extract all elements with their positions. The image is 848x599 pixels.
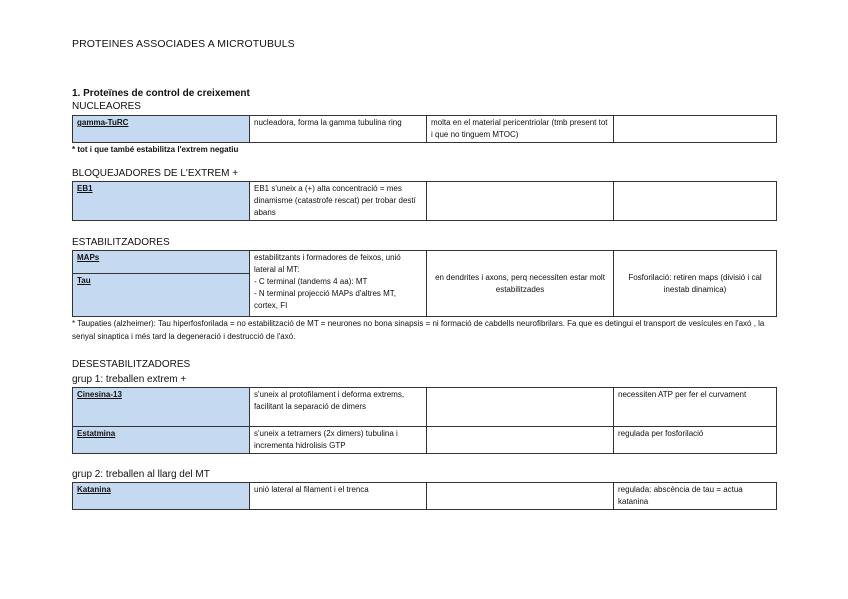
bloquejadores-table — [72, 181, 777, 221]
function-cell: nucleadora, forma la gamma tubulina ring — [250, 116, 427, 143]
protein-name: Estatmina — [77, 429, 116, 438]
function-cell: s'uneix al protofilament i deforma extrems, facilitant la separació de dimers — [250, 388, 427, 427]
nucleadores-note: * tot i que també estabilitza l'extrem negatiu — [72, 145, 239, 154]
function-line: - C terminal (tandems 4 aa): MT — [254, 277, 368, 286]
page-title: PROTEINES ASSOCIADES A MICROTUBULS — [72, 38, 295, 50]
group1-table — [72, 387, 777, 454]
table-row — [73, 483, 777, 510]
table-row — [73, 251, 777, 274]
table-row — [73, 388, 777, 427]
table-row — [73, 116, 777, 143]
protein-name-cell — [73, 116, 250, 143]
protein-name: Tau — [77, 276, 91, 285]
table-row — [73, 182, 777, 221]
location-cell: molta en el material pericentriolar (tmb present tot i que no tinguem MTOC) — [427, 116, 614, 143]
protein-name-cell — [73, 182, 250, 221]
protein-name: EB1 — [77, 184, 93, 193]
function-cell: s'uneix a tetramers (2x dimers) tubulina i incrementa hidrolisis GTP — [250, 427, 427, 454]
function-cell — [250, 251, 427, 317]
protein-name: Katanina — [77, 485, 111, 494]
estabilitzadores-table — [72, 250, 777, 317]
nucleadores-table — [72, 115, 777, 143]
section-heading: 1. Proteïnes de control de creixement — [72, 88, 250, 99]
location-cell — [427, 182, 614, 221]
protein-name-cell — [73, 251, 250, 274]
estabilitzadores-title: ESTABILITZADORES — [72, 237, 170, 248]
function-cell: unió lateral al filament i el trenca — [250, 483, 427, 510]
notes-cell — [614, 116, 777, 143]
table-row — [73, 427, 777, 454]
location-cell: en dendrites i axons, perq necessiten estar molt estabilitzades — [427, 251, 614, 317]
protein-name: gamma-TuRC — [77, 118, 129, 127]
estabilitzadores-note: * Taupaties (alzheimer): Tau hiperfosforilada = no estabilització de MT = neurones no bona sinapsis = ni formació de cabdells neurofibrilars. Fa que es detingui el transport de vesícules en l'axó , la senyal sinaptica i més tard la degeneració i destrucció de l'axó. — [72, 319, 765, 341]
function-line: estabilitzants i formadores de feixos, unió lateral al MT: — [254, 253, 401, 274]
nucleadores-title: NUCLEAORES — [72, 101, 141, 112]
location-cell — [427, 427, 614, 454]
location-cell — [427, 388, 614, 427]
protein-name: Cinesina-13 — [77, 390, 122, 399]
function-cell: EB1 s'uneix a (+) alta concentració = mes dinamisme (catastrofe rescat) per trobar destí abans — [250, 182, 427, 221]
group1-title: grup 1: treballen extrem + — [72, 374, 187, 385]
location-cell — [427, 483, 614, 510]
protein-name-cell — [73, 427, 250, 454]
group2-table — [72, 482, 777, 510]
bloquejadores-title: BLOQUEJADORES DE L'EXTREM + — [72, 168, 239, 179]
protein-name-cell — [73, 274, 250, 317]
notes-cell: necessiten ATP per fer el curvament — [614, 388, 777, 427]
notes-cell: regulada per fosforilació — [614, 427, 777, 454]
function-line: - N terminal projecció MAPs d'altres MT, cortex, FI — [254, 289, 397, 310]
notes-cell: Fosforilació: retiren maps (divisió i cal inestab dinamica) — [614, 251, 777, 317]
notes-cell — [614, 182, 777, 221]
group2-title: grup 2: treballen al llarg del MT — [72, 469, 210, 480]
desestabilitzadores-title: DESESTABILITZADORES — [72, 359, 191, 370]
protein-name-cell — [73, 388, 250, 427]
protein-name-cell — [73, 483, 250, 510]
notes-cell: regulada: abscència de tau = actua katanina — [614, 483, 777, 510]
protein-name: MAPs — [77, 253, 100, 262]
